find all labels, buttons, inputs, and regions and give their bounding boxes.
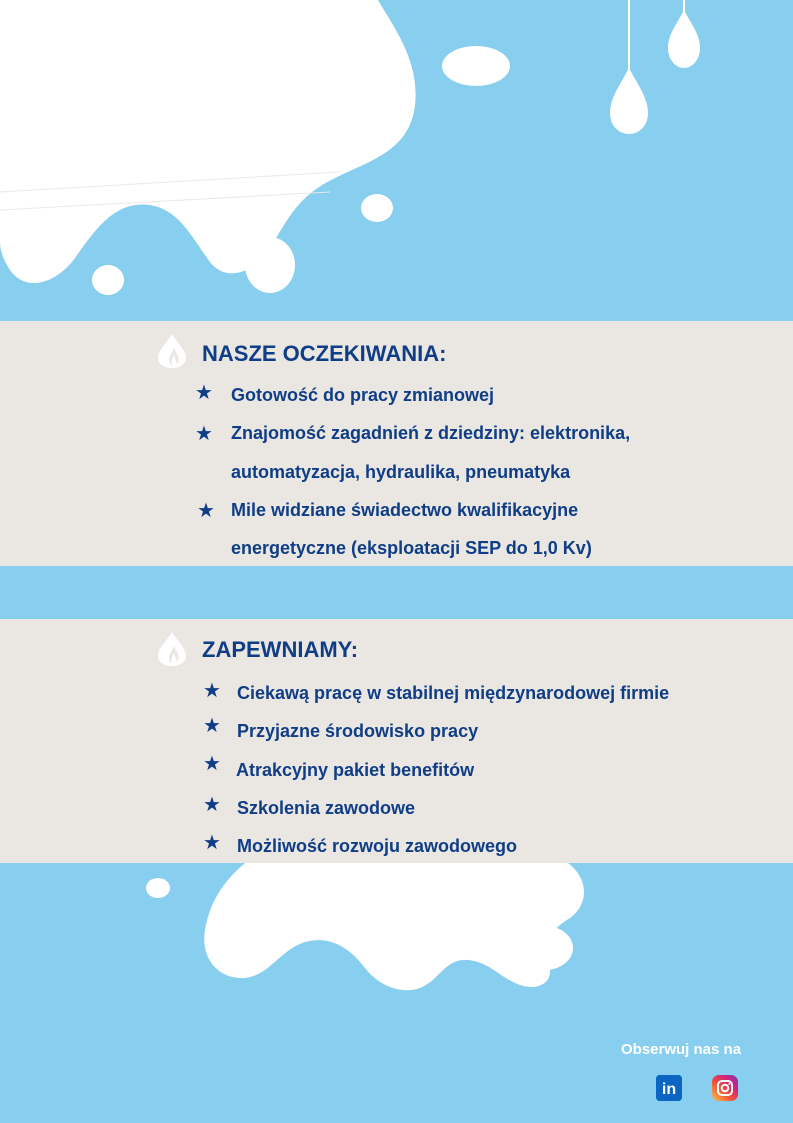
offer-title: ZAPEWNIAMY: — [202, 637, 359, 662]
star-icon: ★ — [203, 753, 221, 775]
list-item-continuation: energetyczne (eksploatacji SEP do 1,0 Kv) — [231, 538, 592, 558]
instagram-icon[interactable] — [712, 1075, 738, 1101]
list-item: Znajomość zagadnień z dziedziny: elektronika, — [231, 423, 631, 443]
splash-blob — [92, 265, 124, 295]
star-icon: ★ — [203, 794, 221, 816]
star-icon: ★ — [203, 715, 221, 737]
list-item: Przyjazne środowisko pracy — [237, 721, 479, 741]
expectations-panel — [0, 321, 793, 566]
top-splash — [0, 0, 416, 283]
linkedin-icon[interactable] — [656, 1075, 682, 1101]
list-item: Atrakcyjny pakiet benefitów — [236, 760, 475, 780]
flame-drop-icon — [157, 631, 187, 667]
splash-blob — [361, 194, 393, 222]
bottom-splash — [204, 863, 584, 990]
drop — [668, 10, 700, 68]
list-item-continuation: automatyzacja, hydraulika, pneumatyka — [231, 462, 571, 482]
list-item: Ciekawą pracę w stabilnej międzynarodowej firmie — [237, 683, 670, 703]
flame-drop-icon — [157, 333, 187, 369]
list-item: Możliwość rozwoju zawodowego — [237, 836, 518, 856]
list-item: Szkolenia zawodowe — [237, 798, 416, 818]
splash-blob — [245, 237, 295, 293]
star-icon: ★ — [203, 832, 221, 854]
drop — [610, 68, 648, 134]
splash-blob — [517, 926, 573, 970]
expectations-title: NASZE OCZEKIWANIA: — [202, 341, 447, 366]
splash-blob — [146, 878, 170, 898]
list-item: Mile widziane świadectwo kwalifikacyjne — [231, 500, 579, 520]
instagram-icon[interactable] — [712, 1075, 738, 1101]
linkedin-text: in — [661, 1081, 677, 1098]
star-icon: ★ — [195, 382, 213, 404]
follow-us-label: Obserwuj nas na — [621, 1041, 742, 1058]
star-icon: ★ — [195, 423, 213, 445]
offer-panel — [0, 619, 793, 863]
list-item: Gotowość do pracy zmianowej — [231, 385, 495, 405]
linkedin-icon[interactable] — [656, 1075, 682, 1101]
star-icon: ★ — [203, 680, 221, 702]
splash-blob — [442, 46, 510, 86]
star-icon: ★ — [197, 500, 215, 522]
